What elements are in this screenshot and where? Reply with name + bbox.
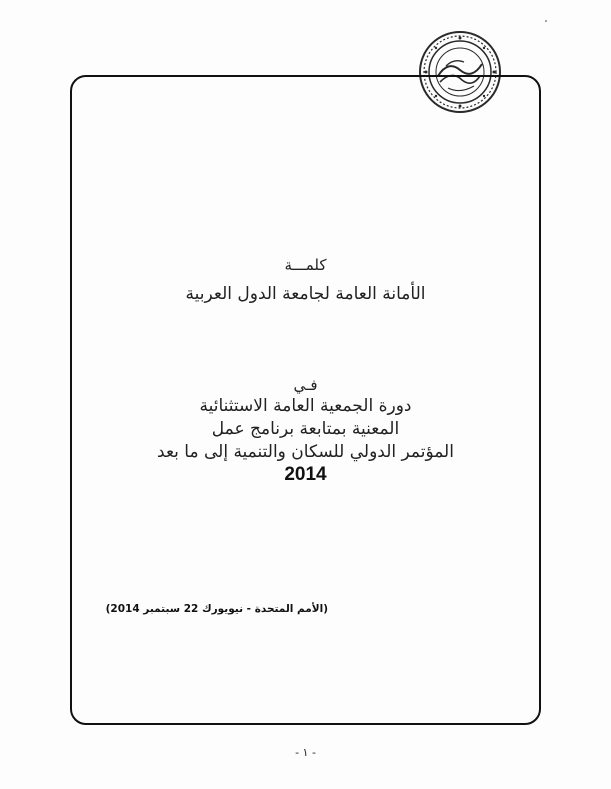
session-title-line-3: المؤتمر الدولي للسكان والتنمية إلى ما بعد — [157, 442, 454, 462]
page-number: - ١ - — [295, 746, 316, 759]
heading-word: كلمـــة — [284, 256, 327, 274]
scan-speck — [545, 20, 547, 22]
preposition: فـي — [293, 376, 318, 394]
session-title-line-1: دورة الجمعية العامة الاستثنائية — [199, 396, 412, 416]
location-date: (الأمم المتحدة - نيويورك 22 سبتمبر 2014) — [105, 603, 328, 615]
session-title-line-2: المعنية بمتابعة برنامج عمل — [211, 419, 400, 439]
session-year: 2014 — [284, 464, 327, 485]
heading-organization: الأمانة العامة لجامعة الدول العربية — [185, 284, 426, 304]
